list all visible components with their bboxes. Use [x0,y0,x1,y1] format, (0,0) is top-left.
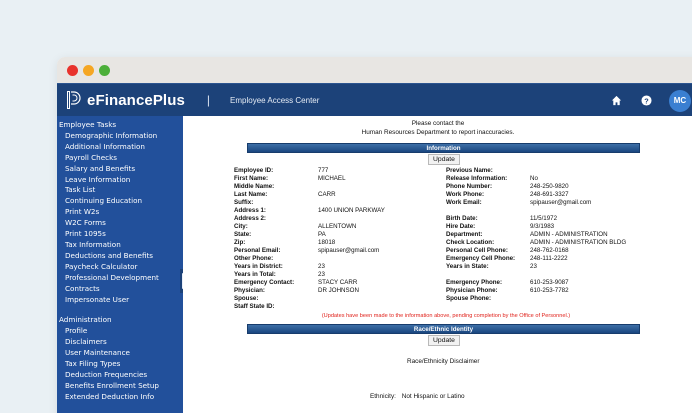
label-spouse: Spouse: [234,295,259,302]
value-hire-date: 9/3/1983 [530,223,555,230]
main-content [183,116,692,413]
value-work-phone: 248-691-3327 [530,191,569,198]
notice-line-1: Please contact the [411,120,465,127]
home-icon[interactable] [609,94,623,108]
sidebar-item-tax-information[interactable]: Tax Information [65,239,121,249]
value-phone-number: 248-250-9820 [530,183,569,190]
label-physician-phone: Physician Phone: [446,287,498,294]
sidebar-item-w2c-forms[interactable]: W2C Forms [65,218,106,228]
information-section-header: Information [247,143,640,153]
label-zip: Zip: [234,239,246,246]
label-city: City: [234,223,248,230]
sidebar-section-administration[interactable]: Administration [59,315,112,325]
browser-window [57,57,692,413]
label-personal-email: Personal Email: [234,247,281,254]
notice-line-2: Human Resources Department to report inaccuracies. [361,128,515,136]
sidebar-nav [57,116,183,413]
label-address-1: Address 1: [234,207,266,214]
value-personal-cell-phone: 248-762-0168 [530,247,569,254]
label-suffix: Suffix: [234,199,254,206]
value-emergency-cell-phone: 248-111-2222 [530,255,568,262]
value-last-name: CARR [318,191,336,198]
help-icon[interactable] [639,94,653,108]
label-work-phone: Work Phone: [446,191,485,198]
sidebar-item-disclaimers[interactable]: Disclaimers [65,337,107,347]
sidebar-item-tax-filing-types[interactable]: Tax Filing Types [65,359,121,369]
app-subtitle: Employee Access Center [230,95,320,105]
ethnicity-row [370,393,465,400]
brand-name: eFinancePlus [87,91,185,109]
sidebar-item-print-1095s[interactable]: Print 1095s [65,229,106,239]
sidebar-item-print-w2s[interactable]: Print W2s [65,207,100,217]
label-physician: Physician: [234,287,265,294]
label-birth-date: Birth Date: [446,215,478,222]
brand-logo[interactable] [67,91,185,109]
app-header [57,83,692,116]
label-years-in-total: Years in Total: [234,271,276,278]
sidebar-item-deduction-frequencies[interactable]: Deduction Frequencies [65,369,148,379]
race-ethnic-section-header: Race/Ethnic Identity [247,324,640,334]
label-last-name: Last Name: [234,191,268,198]
label-check-location: Check Location: [446,239,495,246]
label-other-phone: Other Phone: [234,255,274,262]
maximize-window-button[interactable] [99,65,110,76]
value-personal-email: spipauser@gmail.com [318,247,380,254]
label-years-in-district: Years in District: [234,263,283,270]
label-previous-name: Previous Name: [446,167,493,174]
value-years-in-state: 23 [530,263,537,270]
hr-notice [183,120,692,137]
label-staff-state-id: Staff State ID: [234,303,275,310]
label-middle-name: Middle Name: [234,183,275,190]
value-release-information: No [530,175,538,182]
ethnicity-label: Ethnicity: [370,393,396,400]
label-department: Department: [446,231,483,238]
sidebar-item-user-maintenance[interactable]: User Maintenance [65,348,130,358]
label-spouse-phone: Spouse Phone: [446,295,492,302]
window-titlebar [57,57,692,83]
label-first-name: First Name: [234,175,269,182]
ethnicity-value: Not Hispanic or Latino [401,393,465,400]
sidebar-item-professional-development[interactable]: Professional Development [65,272,159,282]
pending-updates-note: (Updates have been made to the information above, pending completion by the Office of Personnel.) [321,313,571,319]
race-ethnicity-disclaimer: Race/Ethnicity Disclaimer [407,358,480,365]
close-window-button[interactable] [67,65,78,76]
sidebar-item-task-list[interactable]: Task List [65,185,96,195]
label-work-email: Work Email: [446,199,482,206]
label-release-information: Release Information: [446,175,508,182]
value-years-in-district: 23 [318,263,325,270]
sidebar-item-deductions-and-benefits[interactable]: Deductions and Benefits [65,250,154,260]
label-address-2: Address 2: [234,215,266,222]
efinanceplus-logo-icon [67,91,81,109]
value-emergency-contact: STACY CARR [318,279,358,286]
value-physician: DR JOHNSON [318,287,359,294]
label-hire-date: Hire Date: [446,223,476,230]
value-check-location: ADMIN - ADMINISTRATION BLDG [530,239,627,246]
value-address-1: 1400 UNION PARKWAY [318,207,385,214]
value-physician-phone: 610-253-7782 [530,287,569,294]
value-years-in-total: 23 [318,271,325,278]
label-personal-cell-phone: Personal Cell Phone: [446,247,508,254]
svg-text:?: ? [643,96,649,106]
label-emergency-cell-phone: Emergency Cell Phone: [446,255,516,262]
value-emergency-phone: 610-253-9087 [530,279,569,286]
sidebar-item-additional-information[interactable]: Additional Information [65,141,145,151]
sidebar-item-contracts[interactable]: Contracts [65,283,100,293]
value-work-email: spipauser@gmail.com [530,199,592,206]
header-divider: | [206,93,211,107]
label-emergency-contact: Emergency Contact: [234,279,295,286]
race-update-button[interactable]: Update [428,335,460,346]
value-state: PA [318,231,326,238]
label-emergency-phone: Emergency Phone: [446,279,503,286]
label-years-in-state: Years in State: [446,263,489,270]
value-department: ADMIN - ADMINISTRATION [530,231,608,238]
value-birth-date: 11/5/1972 [530,215,558,222]
sidebar-item-impersonate-user[interactable]: Impersonate User [65,294,130,304]
value-employee-id: 777 [318,167,329,174]
sidebar-item-payroll-checks[interactable]: Payroll Checks [65,152,117,162]
value-zip: 18018 [318,239,336,246]
label-phone-number: Phone Number: [446,183,493,190]
user-avatar[interactable]: MC [669,90,691,112]
value-city: ALLENTOWN [318,223,357,230]
sidebar-section-employee-tasks[interactable]: Employee Tasks [59,120,117,129]
minimize-window-button[interactable] [83,65,94,76]
sidebar-item-continuing-education[interactable]: Continuing Education [65,196,143,206]
label-state: State: [234,231,252,238]
sidebar-item-paycheck-calculator[interactable]: Paycheck Calculator [65,261,138,271]
sidebar-item-salary-and-benefits[interactable]: Salary and Benefits [65,163,136,173]
sidebar-item-demographic-information[interactable]: Demographic Information [65,130,158,140]
sidebar-item-leave-information[interactable]: Leave Information [65,174,131,184]
sidebar-item-extended-deduction-info[interactable]: Extended Deduction Info [65,391,155,401]
label-employee-id: Employee ID: [234,167,274,174]
value-first-name: MICHAEL [318,175,346,182]
information-update-button[interactable]: Update [428,154,460,165]
sidebar-item-profile[interactable]: Profile [65,326,88,336]
sidebar-item-benefits-enrollment-setup[interactable]: Benefits Enrollment Setup [65,380,159,390]
